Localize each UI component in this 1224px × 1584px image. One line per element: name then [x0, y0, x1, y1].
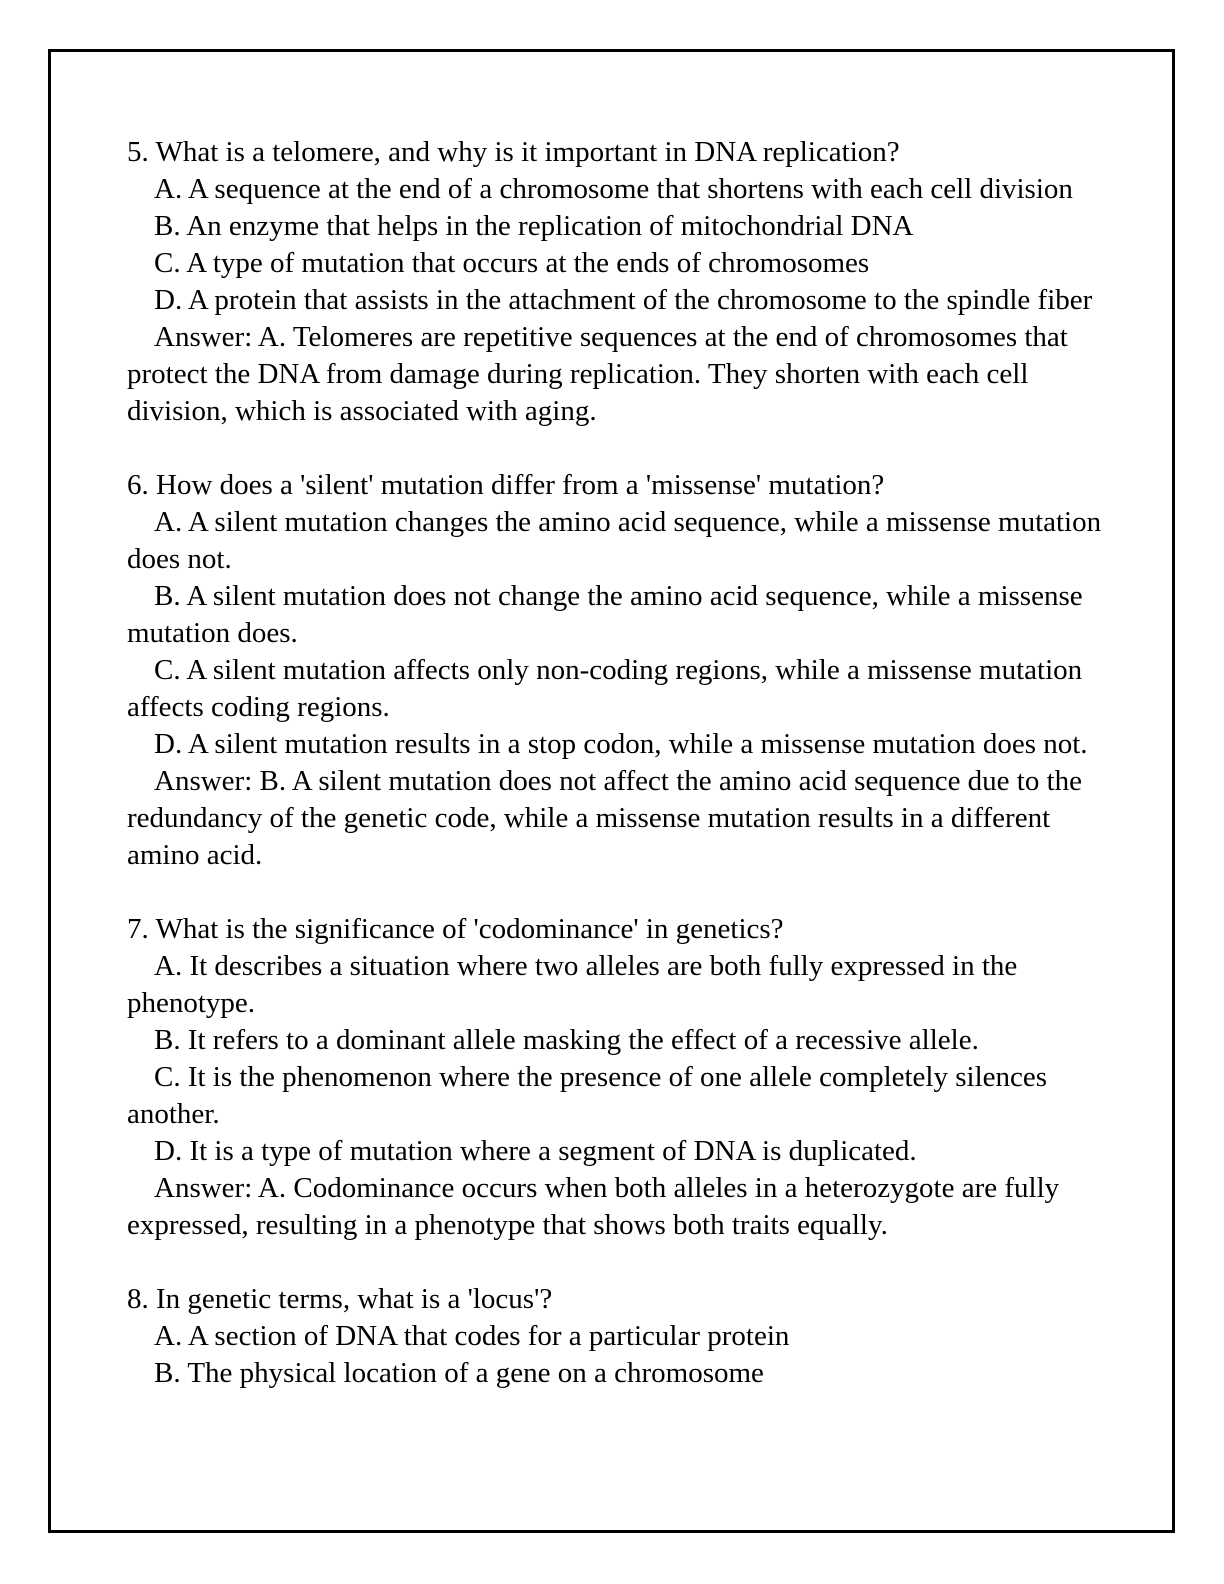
option-text: C. A type of mutation that occurs at the ends of chromosomes: [154, 247, 870, 279]
option-text: D. A protein that assists in the attachment of the chromosome to the spindle fiber: [154, 284, 1093, 316]
option-text: C. It is the phenomenon where the presence of one allele completely silences another.: [127, 1061, 1048, 1130]
option-text: A. It describes a situation where two alleles are both fully expressed in the phenotype.: [127, 950, 1018, 1019]
question-text: 7. What is the significance of 'codominance' in genetics?: [127, 913, 784, 945]
question-block: [127, 911, 1105, 1244]
question-text: 6. How does a 'silent' mutation differ from a 'missense' mutation?: [127, 469, 885, 501]
question-block: [127, 467, 1105, 874]
option-text: B. It refers to a dominant allele masking the effect of a recessive allele.: [154, 1024, 979, 1056]
question-text: 8. In genetic terms, what is a 'locus'?: [127, 1283, 553, 1315]
question-block: [127, 1281, 1105, 1392]
option-text: D. A silent mutation results in a stop codon, while a missense mutation does not.: [154, 728, 1088, 760]
question-text: 5. What is a telomere, and why is it important in DNA replication?: [127, 136, 900, 168]
option-text: A. A section of DNA that codes for a particular protein: [154, 1320, 790, 1352]
option-text: B. The physical location of a gene on a chromosome: [154, 1357, 764, 1389]
option-text: A. A silent mutation changes the amino acid sequence, while a missense mutation does not.: [127, 506, 1102, 575]
answer-text: Answer: B. A silent mutation does not affect the amino acid sequence due to the redundancy of the genetic code, while a missense mutation results in a different amino acid.: [127, 765, 1083, 871]
option-text: B. A silent mutation does not change the amino acid sequence, while a missense mutation does.: [127, 580, 1083, 649]
question-block: [127, 134, 1105, 430]
option-text: C. A silent mutation affects only non-coding regions, while a missense mutation affects coding regions.: [127, 654, 1083, 723]
option-text: A. A sequence at the end of a chromosome that shortens with each cell division: [154, 173, 1073, 205]
option-text: B. An enzyme that helps in the replication of mitochondrial DNA: [154, 210, 914, 242]
answer-text: Answer: A. Codominance occurs when both alleles in a heterozygote are fully expressed, resulting in a phenotype that shows both traits equally.: [127, 1172, 1060, 1241]
option-text: D. It is a type of mutation where a segment of DNA is duplicated.: [154, 1135, 917, 1167]
quiz-content: [127, 134, 1105, 1392]
answer-text: Answer: A. Telomeres are repetitive sequences at the end of chromosomes that protect the DNA from damage during replication. They shorten with each cell division, which is associated with aging.: [127, 321, 1068, 427]
